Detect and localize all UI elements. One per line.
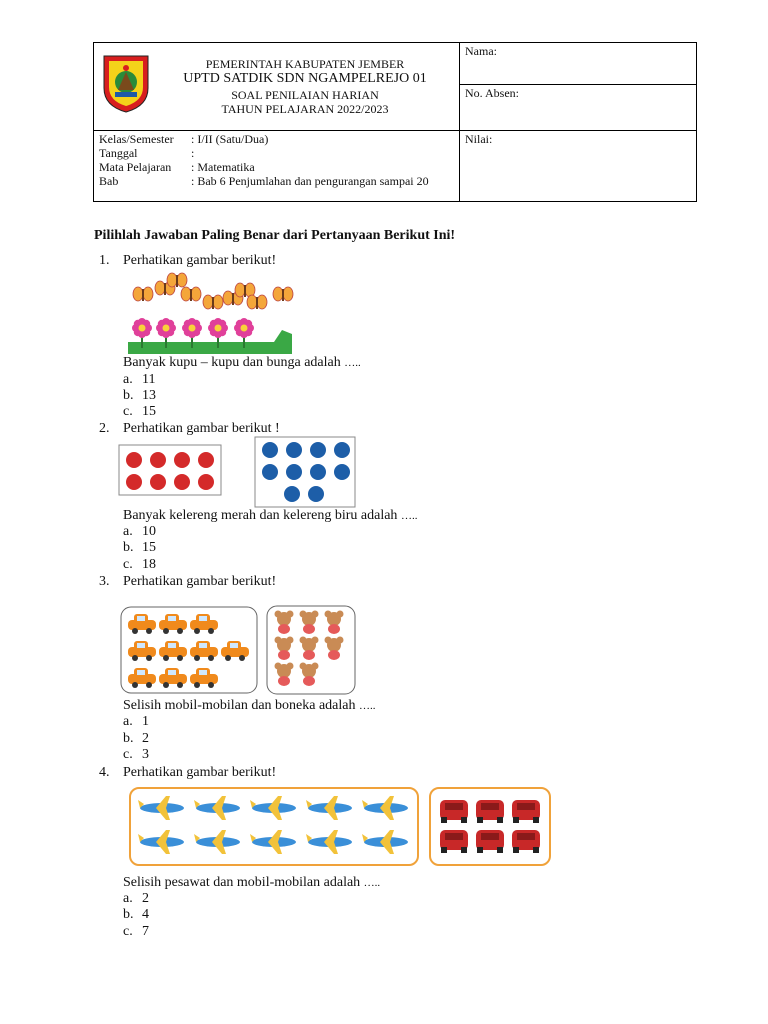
info-label-kelas: Kelas/Semester bbox=[99, 132, 174, 146]
red-marble-icon bbox=[150, 452, 166, 468]
q3-option-a[interactable]: a. 1 bbox=[123, 714, 149, 729]
red-car-icon bbox=[476, 830, 504, 853]
q4-airplanes-image bbox=[128, 786, 420, 867]
blue-marble-icon bbox=[262, 464, 278, 480]
butterfly-icon bbox=[133, 287, 153, 301]
butterfly-icon bbox=[247, 295, 267, 309]
info-value-tanggal: : bbox=[191, 146, 195, 160]
q2-blue-marbles-image bbox=[254, 436, 356, 508]
header-line-1: PEMERINTAH KABUPATEN JEMBER bbox=[205, 57, 405, 71]
red-marble-icon bbox=[150, 474, 166, 490]
q1-option-a[interactable]: a. 11 bbox=[123, 372, 156, 387]
q4-option-c[interactable]: c. 7 bbox=[123, 924, 149, 939]
nama-label: Nama: bbox=[465, 44, 497, 58]
q1-ask: Banyak kupu – kupu dan bunga adalah ….. bbox=[123, 355, 361, 370]
q4-number: 4. bbox=[99, 765, 110, 780]
header-divider-horizontal bbox=[93, 130, 697, 131]
blue-marble-icon bbox=[334, 442, 350, 458]
q3-option-c[interactable]: c. 3 bbox=[123, 747, 149, 762]
q2-red-marbles-image bbox=[118, 444, 222, 496]
info-value-kelas: : I/II (Satu/Dua) bbox=[191, 132, 269, 146]
red-marble-icon bbox=[198, 474, 214, 490]
blue-marble-icon bbox=[334, 464, 350, 480]
blue-marble-icon bbox=[262, 442, 278, 458]
red-car-icon bbox=[512, 800, 540, 823]
q4-option-a[interactable]: a. 2 bbox=[123, 891, 149, 906]
q3-ask: Selisih mobil-mobilan dan boneka adalah ….. bbox=[123, 698, 376, 713]
q3-teddy-bears-image bbox=[266, 605, 356, 695]
butterfly-icon bbox=[273, 287, 293, 301]
q1-butterflies-flowers-image bbox=[124, 272, 294, 356]
q3-prompt: Perhatikan gambar berikut! bbox=[123, 574, 277, 589]
blue-marble-icon bbox=[286, 464, 302, 480]
red-car-icon bbox=[440, 830, 468, 853]
q4-prompt: Perhatikan gambar berikut! bbox=[123, 765, 277, 780]
q1-number: 1. bbox=[99, 253, 110, 268]
red-marble-icon bbox=[174, 452, 190, 468]
blue-marble-icon bbox=[310, 464, 326, 480]
butterfly-icon bbox=[181, 287, 201, 301]
q2-option-a[interactable]: a. 10 bbox=[123, 524, 156, 539]
blue-marble-icon bbox=[310, 442, 326, 458]
q2-prompt: Perhatikan gambar berikut ! bbox=[123, 421, 280, 436]
blue-marble-icon bbox=[286, 442, 302, 458]
red-marble-icon bbox=[198, 452, 214, 468]
red-car-icon bbox=[476, 800, 504, 823]
header-line-2: UPTD SATDIK SDN NGAMPELREJO 01 bbox=[183, 71, 427, 86]
red-marble-icon bbox=[126, 452, 142, 468]
blue-marble-icon bbox=[284, 486, 300, 502]
info-label-mapel: Mata Pelajaran bbox=[99, 160, 172, 174]
jember-logo bbox=[101, 54, 151, 114]
red-car-icon bbox=[440, 800, 468, 823]
absen-label: No. Absen: bbox=[465, 86, 519, 100]
q1-option-c[interactable]: c. 15 bbox=[123, 404, 156, 419]
butterfly-icon bbox=[203, 295, 223, 309]
q2-option-b[interactable]: b. 15 bbox=[123, 540, 156, 555]
nilai-label: Nilai: bbox=[465, 132, 493, 146]
q3-number: 3. bbox=[99, 574, 110, 589]
info-label-tanggal: Tanggal bbox=[99, 146, 138, 160]
q4-ask: Selisih pesawat dan mobil-mobilan adalah ….. bbox=[123, 875, 381, 890]
header-line-4: TAHUN PELAJARAN 2022/2023 bbox=[221, 102, 389, 116]
q4-option-b[interactable]: b. 4 bbox=[123, 907, 149, 922]
red-marble-icon bbox=[126, 474, 142, 490]
q3-option-b[interactable]: b. 2 bbox=[123, 731, 149, 746]
header-line-3: SOAL PENILAIAN HARIAN bbox=[231, 88, 379, 102]
red-car-icon bbox=[512, 830, 540, 853]
q1-option-b[interactable]: b. 13 bbox=[123, 388, 156, 403]
nama-underline bbox=[459, 84, 697, 85]
q2-option-c[interactable]: c. 18 bbox=[123, 557, 156, 572]
info-label-bab: Bab bbox=[99, 174, 119, 188]
instruction: Pilihlah Jawaban Paling Benar dari Pertanyaan Berikut Ini! bbox=[94, 228, 456, 243]
info-value-mapel: : Matematika bbox=[191, 160, 255, 174]
q3-toy-cars-image bbox=[120, 606, 258, 694]
red-marble-icon bbox=[174, 474, 190, 490]
q2-ask: Banyak kelereng merah dan kelereng biru adalah ….. bbox=[123, 508, 418, 523]
blue-marble-icon bbox=[308, 486, 324, 502]
q1-prompt: Perhatikan gambar berikut! bbox=[123, 253, 277, 268]
info-value-bab: : Bab 6 Penjumlahan dan pengurangan sampai 20 bbox=[191, 174, 429, 188]
q4-red-cars-image bbox=[428, 786, 552, 867]
butterfly-icon bbox=[167, 273, 187, 287]
q2-number: 2. bbox=[99, 421, 110, 436]
